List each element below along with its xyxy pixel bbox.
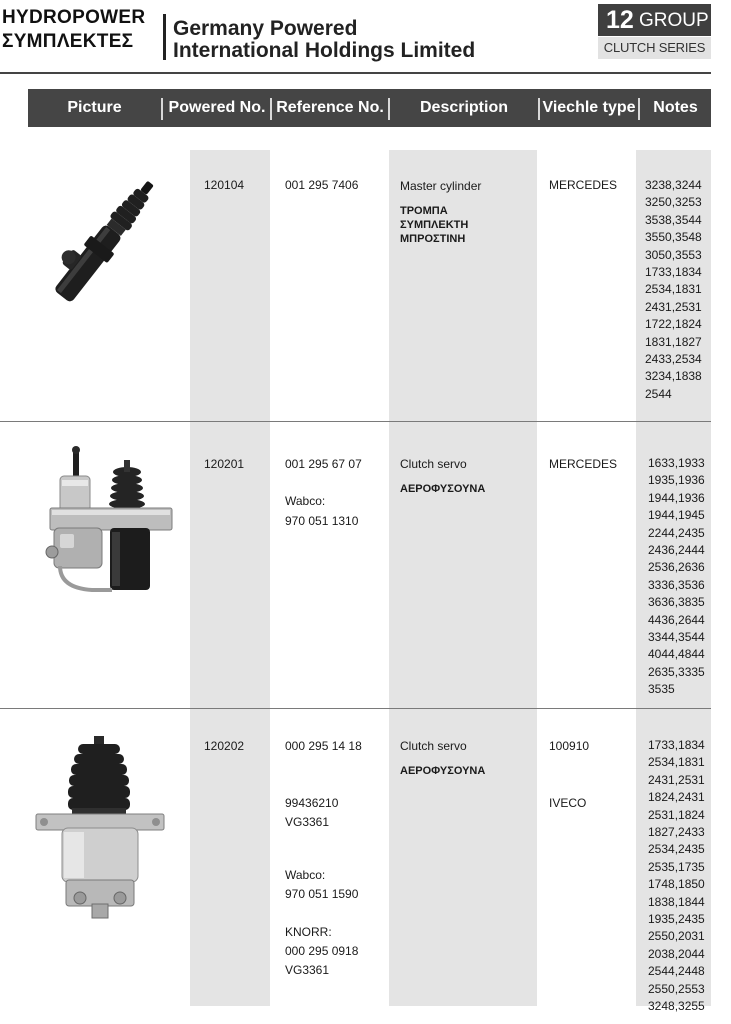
series-label: CLUTCH SERIES: [598, 37, 711, 59]
description-english: Clutch servo: [400, 739, 467, 753]
description-english: Clutch servo: [400, 457, 467, 471]
note-line: 3248,3255: [648, 999, 705, 1014]
note-line: 1944,1945: [648, 508, 705, 523]
description-column-shade: [389, 150, 537, 1006]
reference-no: KNORR:: [285, 925, 332, 939]
column-header-reference-no: Reference No.: [276, 99, 384, 116]
note-line: 3050,3553: [645, 247, 702, 262]
note-line: 3535: [648, 682, 675, 697]
note-line: 2534,2435: [648, 842, 705, 857]
header-rule: [0, 72, 711, 74]
note-line: 3238,3244: [645, 178, 702, 192]
row-divider: [0, 421, 711, 422]
description-greek: [400, 204, 468, 246]
vehicle-type: 100910: [549, 739, 590, 753]
note-line: 1831,1827: [645, 334, 702, 349]
note-line: 2534,1831: [648, 755, 705, 770]
note-line: 2244,2435: [648, 525, 705, 540]
notes: [645, 177, 702, 403]
table-header: [28, 89, 711, 127]
note-line: 1633,1933: [648, 456, 705, 470]
reference-no: 970 051 1310: [285, 514, 359, 528]
note-line: 2535,1735: [648, 859, 705, 874]
group-badge: [598, 4, 711, 36]
company-line-2: International Holdings Limited: [173, 39, 476, 62]
note-line: 1944,1936: [648, 490, 705, 505]
reference-no: 001 295 7406: [285, 178, 359, 192]
description-greek-line: ΜΠΡΟΣΤΙΝΗ: [400, 233, 466, 245]
note-line: 3336,3536: [648, 577, 705, 592]
note-line: 4436,2644: [648, 612, 705, 627]
group-word: GROUP: [639, 10, 709, 31]
note-line: 2436,2444: [648, 543, 705, 558]
note-line: 2550,2553: [648, 981, 705, 996]
description-greek-line: ΣΥΜΠΛΕΚΤΗ: [400, 219, 469, 231]
note-line: 2550,2031: [648, 929, 705, 944]
reference-no: Wabco:: [285, 868, 326, 882]
note-line: 1935,1936: [648, 473, 705, 488]
note-line: 3636,3835: [648, 595, 705, 610]
reference-no: VG3361: [285, 815, 330, 829]
company-name: [173, 18, 475, 62]
note-line: 2038,2044: [648, 946, 705, 961]
description-greek: ΑΕΡΟΦΥΣΟΥΝΑ: [400, 483, 486, 495]
note-line: 1733,1834: [648, 738, 705, 752]
note-line: 2544,2448: [648, 964, 705, 979]
note-line: 2635,3335: [648, 664, 705, 679]
note-line: 1722,1824: [645, 317, 702, 332]
powered-no: 120104: [204, 178, 245, 192]
notes: [648, 737, 705, 1016]
column-header-powered-no: Powered No.: [168, 99, 266, 116]
brand-divider: [163, 14, 166, 60]
brand-name: [2, 6, 145, 54]
note-line: 2433,2534: [645, 352, 702, 367]
note-line: 3344,3544: [648, 630, 705, 645]
note-line: 2536,2636: [648, 560, 705, 575]
vehicle-type: MERCEDES: [549, 457, 618, 471]
column-header-picture: Picture: [67, 99, 122, 116]
reference-no: Wabco:: [285, 494, 326, 508]
column-header-notes: Notes: [653, 99, 698, 116]
vehicle-type: MERCEDES: [549, 178, 618, 192]
master-cylinder-image: [30, 160, 180, 320]
column-header-description: Description: [419, 99, 508, 116]
reference-no: 000 295 14 18: [285, 739, 362, 753]
clutch-servo-image: [40, 440, 178, 598]
note-line: 4044,4844: [648, 647, 705, 662]
column-divider: [161, 98, 163, 120]
note-line: 2531,1824: [648, 807, 705, 822]
note-line: 1748,1850: [648, 877, 705, 892]
powered-no: 120202: [204, 739, 245, 753]
powered-no: 120201: [204, 457, 245, 471]
description-greek: ΑΕΡΟΦΥΣΟΥΝΑ: [400, 765, 486, 777]
note-line: 2534,1831: [645, 282, 702, 297]
description-english: Master cylinder: [400, 179, 482, 193]
note-line: 1827,2433: [648, 825, 705, 840]
note-line: 1824,2431: [648, 790, 705, 805]
note-line: 2431,2531: [645, 299, 702, 314]
brand-line-1: HYDROPOWER: [2, 7, 146, 28]
column-header-vehicle-type: Viechle type: [542, 99, 636, 116]
note-line: 1935,2435: [648, 912, 705, 927]
company-line-1: Germany Powered: [173, 17, 358, 40]
description-greek-line: ΤΡΟΜΠΑ: [400, 205, 448, 217]
reference-no: 001 295 67 07: [285, 457, 362, 471]
group-number: 12: [606, 6, 634, 34]
reference-no: 000 295 0918: [285, 944, 359, 958]
note-line: 3250,3253: [645, 195, 702, 210]
note-line: 2431,2531: [648, 772, 705, 787]
clutch-servo-image: [34, 736, 166, 921]
vehicle-type: IVECO: [549, 796, 587, 810]
reference-no: VG3361: [285, 963, 330, 977]
note-line: 1733,1834: [645, 265, 702, 280]
row-divider: [0, 708, 711, 709]
brand-line-2: ΣΥΜΠΛΕΚΤΕΣ: [2, 31, 134, 52]
reference-no: 970 051 1590: [285, 887, 359, 901]
reference-no: 99436210: [285, 796, 339, 810]
note-line: 3550,3548: [645, 230, 702, 245]
note-line: 3234,1838: [645, 369, 702, 384]
note-line: 3538,3544: [645, 212, 702, 227]
note-line: 2544: [645, 386, 672, 401]
notes: [648, 455, 705, 699]
powered-no-column-shade: [190, 150, 270, 1006]
note-line: 1838,1844: [648, 894, 705, 909]
